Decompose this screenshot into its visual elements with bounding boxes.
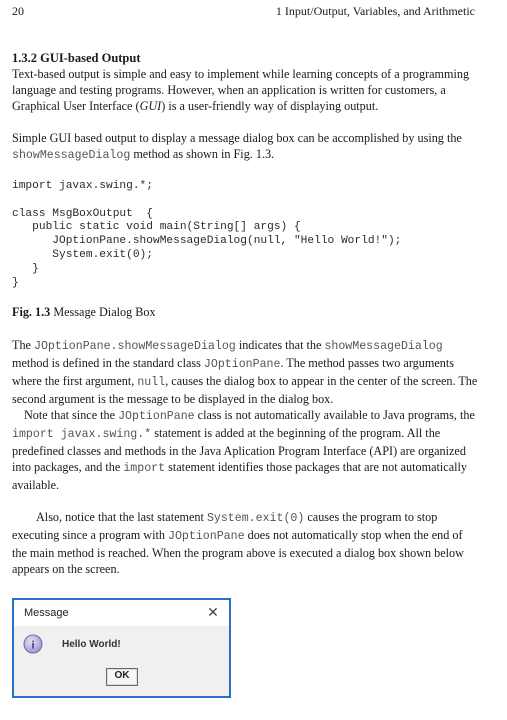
inline-code: import javax.swing.* [12,428,152,442]
inline-code: JOptionPane [118,410,195,424]
text-span: indicates that the [235,338,325,353]
close-icon[interactable]: ✕ [207,604,219,620]
dialog-body [14,626,229,696]
inline-code: JOptionPane.showMessageDialog [34,340,236,354]
code-line: JOptionPane.showMessageDialog(null, "Hello World!"); [12,235,402,248]
paragraph-import [12,407,480,493]
text-span: Text-based output is simple and easy to implement while learning concepts of a programming language and testing programs. However, when an application is written for customers, a Graphical User Interface ( [12,67,470,113]
code-listing [12,180,480,290]
code-line: public static void main(String[] args) { [12,221,301,234]
text-span: , causes the dialog box to appear in the center of the screen. The second argument is the message to be displayed in the dialog box. [12,374,478,407]
text-span: Note that since the [24,408,119,423]
figure-caption-text: Message Dialog Box [50,305,156,320]
paragraph-system-exit [12,509,480,577]
page-header [12,4,475,18]
info-icon-glyph: i [31,637,35,652]
paragraph-joptionpane [12,337,480,407]
text-span: statement identifies those packages that are not automatically available. [12,460,467,493]
inline-code: JOptionPane [168,530,245,544]
code-line-blank [12,194,480,208]
text-span: statement is added at the beginning of the program. All the predefined classes and methods in the Java Aplication Program Interface (API) are organized into packages, and the [12,426,466,475]
text-span: ) is a user-friendly way of displaying output. [161,99,379,113]
running-head: 1 Input/Output, Variables, and Arithmetic [275,4,475,18]
inline-code: System.exit(0) [206,512,305,526]
code-line: } [12,276,19,289]
dialog-title: Message [24,607,69,619]
text-span: The [12,338,34,353]
text-span: Simple GUI based output to display a message dialog box can be accomplished by using the [12,131,462,145]
text-span: class is not automatically available to Java programs, the [194,408,475,423]
paragraph-gui-intro [12,66,480,114]
message-dialog [12,598,231,698]
section-title: 1.3.2 GUI-based Output [12,51,141,65]
dialog-titlebar[interactable] [14,600,229,626]
inline-code: import [123,462,166,476]
page-content [12,50,480,577]
figure-label: Fig. 1.3 [12,305,51,320]
inline-code: showMessageDialog [12,149,131,162]
text-span: causes the program to stop executing since a program with [12,510,438,543]
code-line: System.exit(0); [12,248,153,261]
code-line: import javax.swing.*; [12,180,153,192]
inline-code: JOptionPane [203,358,281,372]
info-icon [23,634,43,654]
code-line: } [12,262,39,275]
ok-button[interactable]: OK [106,668,138,686]
text-span: method as shown in Fig. 1.3. [130,147,275,161]
text-span: . The method passes two arguments where the first argument, [12,356,454,389]
text-span: method is defined in the standard class [12,356,204,371]
figure-caption [12,304,480,320]
paragraph-message-dialog [12,130,480,164]
text-span: does not automatically stop when the end of the main method is reached. When the program above is executed a dialog box shown below appears on the screen. [12,528,464,577]
dialog-message: Hello World! [62,639,121,650]
italic-abbrev: GUI [139,99,162,113]
inline-code: showMessageDialog [324,340,443,354]
page-number: 20 [12,4,24,18]
inline-code: null [137,376,166,390]
code-line: class MsgBoxOutput { [12,207,153,220]
text-span: Also, notice that the last statement [36,510,207,525]
